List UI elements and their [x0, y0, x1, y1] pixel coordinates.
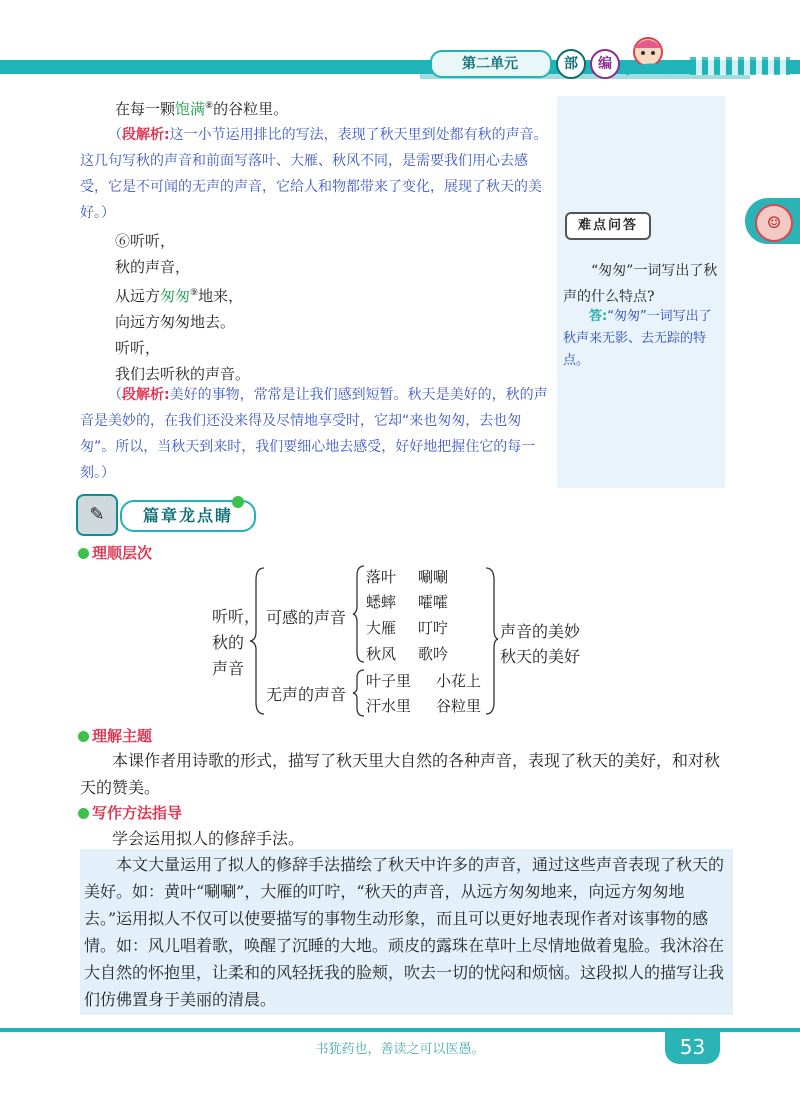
header-checker-pattern — [690, 57, 790, 75]
vocab-word: 匆匆 — [160, 287, 191, 305]
text-before: 在每一颗 — [115, 100, 176, 118]
subhead-method — [78, 802, 182, 823]
poem-line: ⑥听听， — [115, 232, 176, 250]
note-marker: ⑨ — [190, 288, 199, 298]
diagram-root-2: 秋的 — [212, 633, 245, 652]
poem-line: 向远方匆匆地去。 — [115, 313, 236, 331]
method-paragraph: 本文大量运用了拟人的修辞手法描绘了秋天中许多的声音，通过这些声音表现了秋天的美好。如：黄叶“唰唰”，大雁的叮咛，“秋天的声音，从远方匆匆地来，向远方匆匆地去。”运用拟人不仅可以使要描写的事物生动形象，而且可以更好地表现作者对该事物的感情。如：风儿唱着歌，唤醒了沉睡的大地。顽皮的露珠在草叶上尽情地做着鬼脸。我沐浴在大自然的怀抱里，让柔和的风轻抚我的脸颊，吹去一切的忧闷和烦恼。这段拟人的描写让我们仿佛置身于美丽的清晨。 — [80, 849, 733, 1015]
text-after: 地来， — [198, 287, 244, 305]
robot-mascot-icon: ✎ — [76, 494, 118, 536]
sidebar-answer — [563, 306, 723, 372]
item-1-b: 唰唰 — [418, 568, 449, 586]
note-marker: ⑧ — [205, 101, 214, 111]
analysis-text: 这一小节运用排比的写法，表现了秋天里到处都有秋的声音。这几句写秋的声音和前面写落叶、大雁、秋风不同，是需要我们用心去感受，它是不可闻的无声的声音，它给人和物都带来了变化，展现了秋天的美好。 — [80, 127, 548, 221]
poem-line: 秋的声音， — [115, 258, 191, 276]
answer-label: 答: — [589, 309, 608, 324]
item-1-a: 落叶 — [366, 568, 397, 586]
poem-stanza-6 — [115, 228, 250, 387]
footer-motto: 书犹药也，善读之可以医愚。 — [315, 1042, 485, 1057]
item-6-a: 汗水里 — [366, 697, 412, 715]
subhead-text: 理解主题 — [92, 727, 153, 745]
result-autumn: 秋天的美好 — [500, 647, 581, 666]
brace-root — [248, 566, 268, 716]
item-3-b: 叮咛 — [418, 619, 449, 637]
item-2-a: 蟋蟀 — [366, 593, 397, 611]
analysis-label: 段解析: — [122, 387, 170, 403]
analysis-text: 美好的事物，常常是让我们感到短暂。秋天是美好的，秋的声音是美妙的，在我们还没来得及尽情地享受时，它却“来也匆匆，去也匆匆”。所以，当秋天到来时，我们要细心地去感受，好好地把握住它的每一刻。 — [80, 387, 548, 481]
unit-title: 第二单元 — [462, 56, 518, 72]
brace-items-1 — [352, 564, 366, 664]
analysis-label: 段解析: — [122, 127, 170, 143]
cartoon-face-icon: ☺ — [755, 204, 793, 242]
branch-silent: 无声的声音 — [266, 685, 347, 704]
text-after: 的谷粒里。 — [213, 100, 289, 118]
paragraph-analysis-2 — [80, 382, 550, 486]
branch-perceptible: 可感的声音 — [266, 608, 347, 627]
paren-open: （ — [108, 127, 122, 143]
edition-badge-bu: 部 — [556, 49, 586, 79]
method-intro: 学会运用拟人的修辞手法。 — [112, 829, 305, 848]
item-4-a: 秋风 — [366, 645, 397, 663]
subhead-structure — [78, 542, 152, 563]
result-sound: 声音的美妙 — [500, 622, 581, 641]
item-5-a: 叶子里 — [366, 672, 412, 690]
poem-line: 听听， — [115, 339, 161, 357]
page-number: 53 — [665, 1030, 720, 1064]
subhead-theme — [78, 725, 152, 746]
vocab-word: 饱满 — [175, 100, 206, 118]
item-5-b: 小花上 — [436, 672, 482, 690]
poem-line: 我们去听秋的声音。 — [115, 365, 251, 383]
edition-badge-bian: 编 — [590, 49, 620, 79]
mascot-girl-icon — [618, 32, 680, 80]
poem-line — [115, 280, 250, 309]
difficult-qa-tag: 难点问答 — [565, 212, 651, 240]
item-2-b: 嚯嚯 — [418, 593, 449, 611]
subhead-text: 理顺层次 — [92, 544, 153, 562]
subhead-text: 写作方法指导 — [92, 804, 183, 822]
header-bar — [0, 60, 800, 74]
section-title: 篇章龙点睛 — [120, 500, 256, 532]
theme-paragraph: 本课作者用诗歌的形式，描写了秋天里大自然的各种声音，表现了秋天的美好，和对秋天的赞美。 — [80, 751, 721, 797]
bullet-dot-icon — [78, 808, 89, 819]
item-4-b: 歌吟 — [418, 645, 449, 663]
paren-close: ） — [101, 465, 115, 481]
paragraph-analysis-1 — [80, 122, 550, 226]
diagram-root-1: 听听， — [212, 607, 261, 626]
poem-line-grain — [115, 94, 288, 121]
text-before: 从远方 — [115, 287, 161, 305]
sidebar-question: “匆匆”一词写出了秋声的什么特点? — [563, 263, 718, 305]
brace-results — [484, 566, 500, 716]
brace-items-2 — [352, 668, 366, 718]
bullet-dot-icon — [78, 548, 89, 559]
item-3-a: 大雁 — [366, 619, 397, 637]
green-dot-icon — [232, 496, 244, 508]
paren-close: ） — [101, 205, 115, 221]
bullet-dot-icon — [78, 731, 89, 742]
paren-open: （ — [108, 387, 122, 403]
diagram-root-3: 声音 — [212, 659, 245, 678]
item-6-b: 谷粒里 — [436, 697, 482, 715]
answer-text: “匆匆”一词写出了秋声来无影、去无踪的特点。 — [563, 309, 712, 368]
